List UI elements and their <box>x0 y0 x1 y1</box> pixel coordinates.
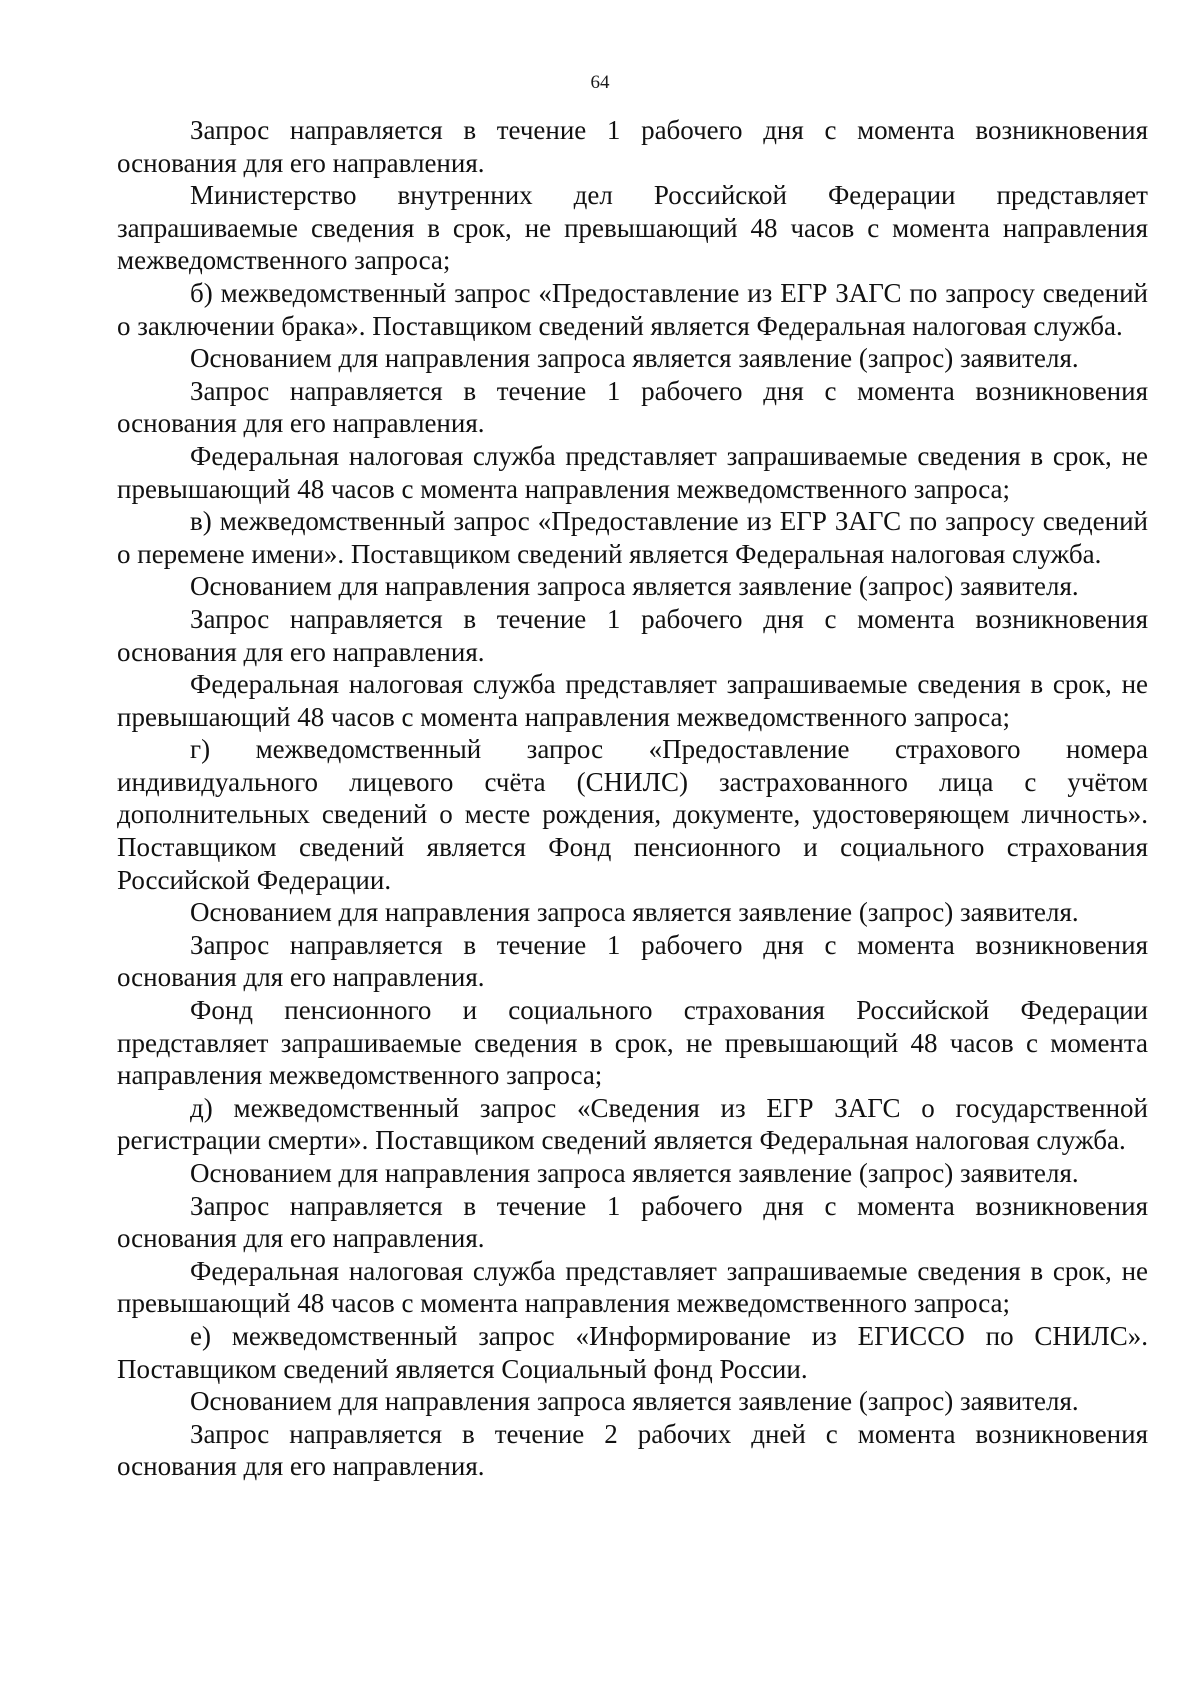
paragraph: Основанием для направления запроса является заявление (запрос) заявителя. <box>190 571 1079 602</box>
paragraph: Фонд пенсионного и социального страхования Российской Федерации представляет запрашиваемые сведения в срок, не превышающий 48 часов с момента направления межведомственного запроса; <box>117 995 1148 1091</box>
paragraph: Запрос направляется в течение 1 рабочего дня с момента возникновения основания для его направления. <box>117 115 1148 178</box>
paragraph: Федеральная налоговая служба представляет запрашиваемые сведения в срок, не превышающий 48 часов с момента направления межведомственного запроса; <box>117 440 1148 504</box>
paragraph: Федеральная налоговая служба представляет запрашиваемые сведения в срок, не превышающий 48 часов с момента направления межведомственного запроса; <box>117 1255 1148 1319</box>
document-body <box>117 114 1148 1483</box>
paragraph: г) межведомственный запрос «Предоставление страхового номера индивидуального лицевого счёта (СНИЛС) застрахованного лица с учётом дополнительных сведений о месте рождения, документе, удостоверяющем личность». Поставщиком сведений является Фонд пенсионного и социального страхования Российской Федерации. <box>117 734 1148 895</box>
paragraph: Запрос направляется в течение 1 рабочего дня с момента возникновения основания для его направления. <box>117 603 1148 667</box>
paragraph: Запрос направляется в течение 1 рабочего дня с момента возникновения основания для его направления. <box>117 375 1148 439</box>
paragraph: Запрос направляется в течение 2 рабочих дней с момента возникновения основания для его направления. <box>117 1418 1148 1482</box>
paragraph: Основанием для направления запроса является заявление (запрос) заявителя. <box>190 1158 1079 1188</box>
paragraph: Федеральная налоговая служба представляет запрашиваемые сведения в срок, не превышающий 48 часов с момента направления межведомственного запроса; <box>117 669 1148 732</box>
paragraph: в) межведомственный запрос «Предоставление из ЕГР ЗАГС по запросу сведений о перемене имени». Поставщиком сведений является Федеральная налоговая служба. <box>117 506 1148 569</box>
paragraph: Министерство внутренних дел Российской Федерации представляет запрашиваемые сведения в срок, не превышающий 48 часов с момента направления межведомственного запроса; <box>117 180 1148 276</box>
paragraph: Основанием для направления запроса является заявление (запрос) заявителя. <box>190 343 1079 374</box>
paragraph: Запрос направляется в течение 1 рабочего дня с момента возникновения основания для его направления. <box>117 1190 1148 1254</box>
paragraph: е) межведомственный запрос «Информирование из ЕГИССО по СНИЛС». Поставщиком сведений является Социальный фонд России. <box>117 1320 1148 1384</box>
paragraph: д) межведомственный запрос «Сведения из ЕГР ЗАГС о государственной регистрации смерти». Поставщиком сведений является Федеральная налоговая служба. <box>117 1092 1148 1156</box>
paragraph: Основанием для направления запроса является заявление (запрос) заявителя. <box>190 1386 1079 1417</box>
paragraph: Запрос направляется в течение 1 рабочего дня с момента возникновения основания для его направления. <box>117 929 1148 993</box>
page-number: 64 <box>590 72 610 93</box>
paragraph: Основанием для направления запроса является заявление (запрос) заявителя. <box>190 897 1079 928</box>
paragraph: б) межведомственный запрос «Предоставление из ЕГР ЗАГС по запросу сведений о заключении брака». Поставщиком сведений является Федеральная налоговая служба. <box>117 277 1148 341</box>
